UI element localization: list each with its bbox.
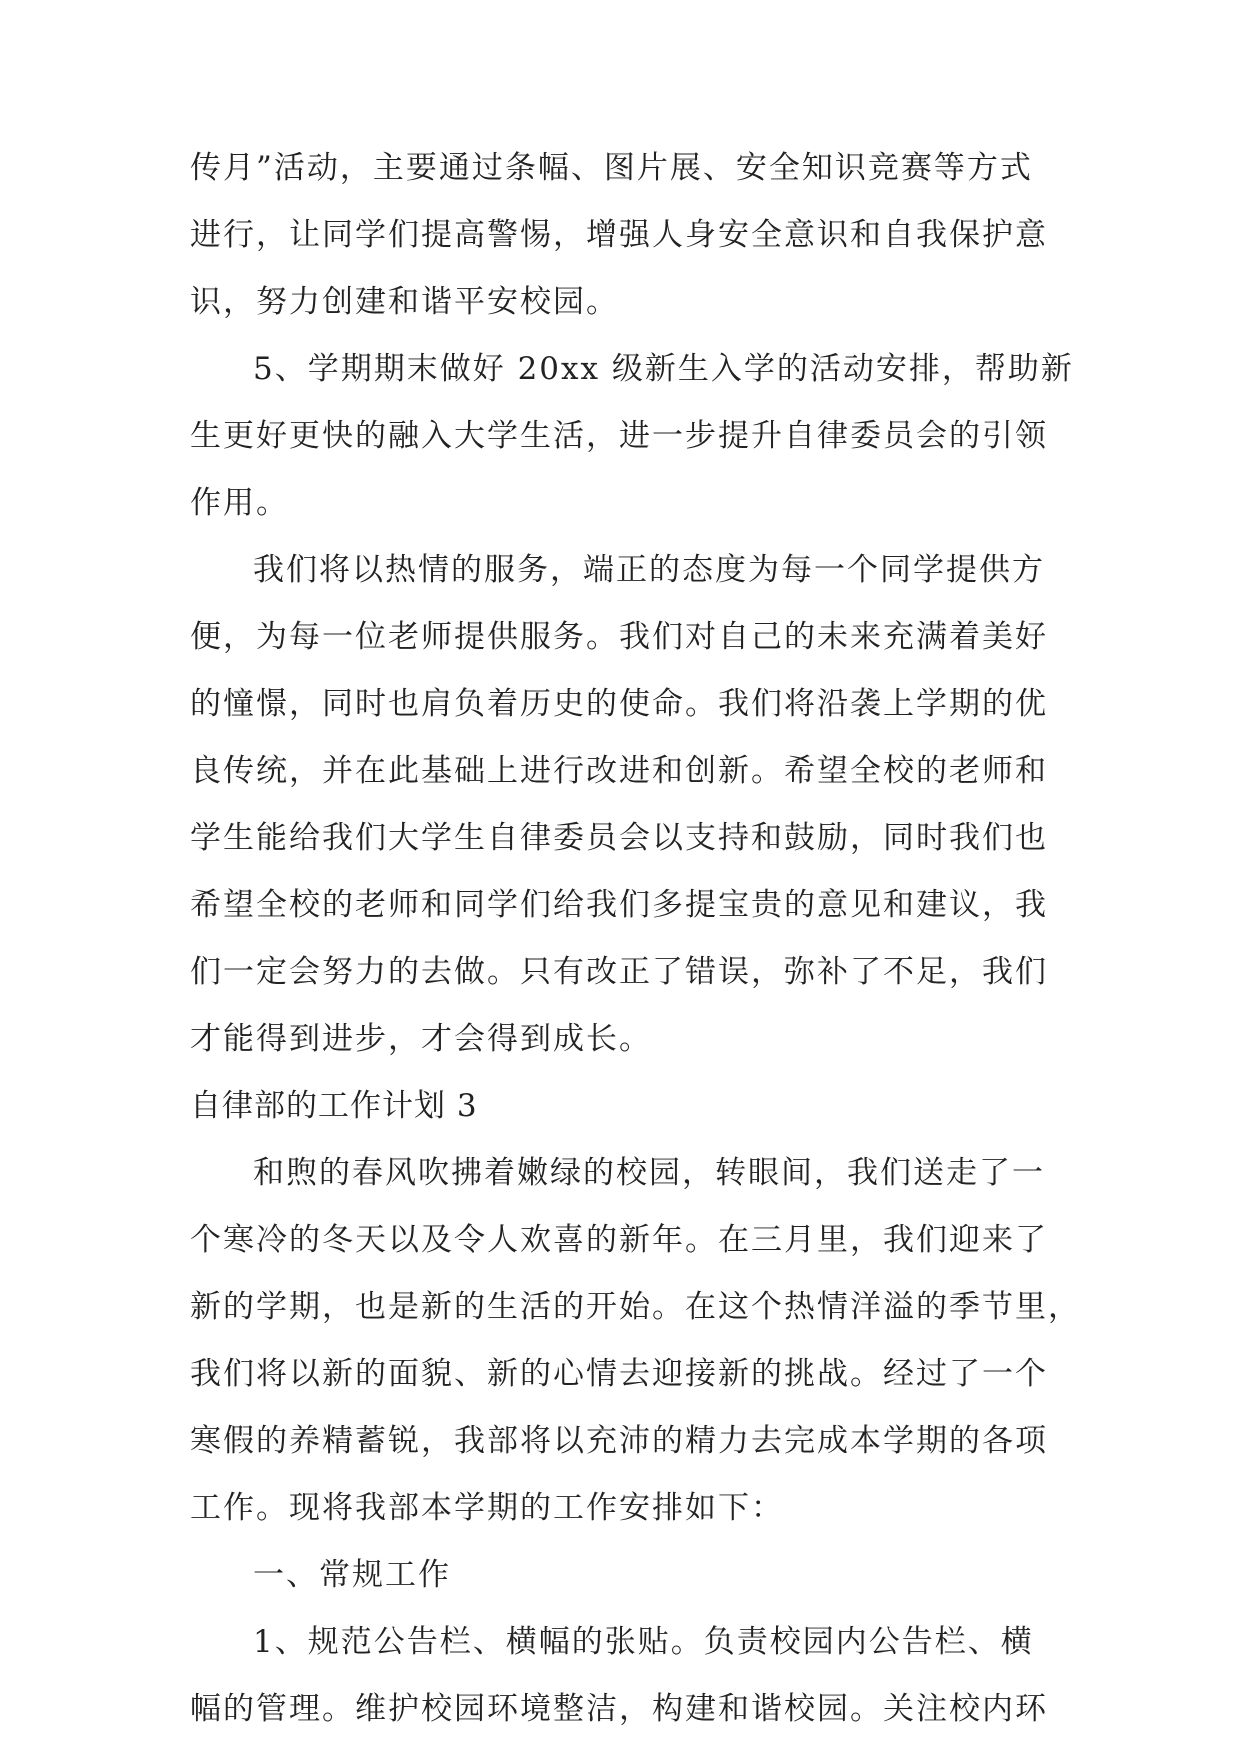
text-line: 希望全校的老师和同学们给我们多提宝贵的意见和建议，我 [190, 887, 1048, 923]
text-line: 我们将以热情的服务，端正的态度为每一个同学提供方 [253, 552, 1045, 588]
text-line: 新的学期，也是新的生活的开始。在这个热情洋溢的季节里， [190, 1289, 1081, 1325]
section-heading: 自律部的工作计划 3 [190, 1088, 478, 1124]
text-line: 进行，让同学们提高警惕，增强人身安全意识和自我保护意 [190, 217, 1048, 253]
text-line: 作用。 [190, 485, 289, 521]
text-line: 1、规范公告栏、横幅的张贴。负责校园内公告栏、横 [253, 1624, 1034, 1660]
text-line: 才能得到进步，才会得到成长。 [190, 1021, 652, 1057]
text-line: 幅的管理。维护校园环境整洁，构建和谐校园。关注校内环 [190, 1691, 1048, 1727]
text-line: 工作。现将我部本学期的工作安排如下： [190, 1490, 784, 1526]
text-line: 识，努力创建和谐平安校园。 [190, 284, 619, 320]
text-line: 学生能给我们大学生自律委员会以支持和鼓励，同时我们也 [190, 820, 1048, 856]
text-line: 生更好更快的融入大学生活，进一步提升自律委员会的引领 [190, 418, 1048, 454]
subheading: 一、常规工作 [253, 1557, 451, 1593]
text-line: 个寒冷的冬天以及令人欢喜的新年。在三月里，我们迎来了 [190, 1222, 1048, 1258]
text-line: 我们将以新的面貌、新的心情去迎接新的挑战。经过了一个 [190, 1356, 1048, 1392]
text-line: 传月”活动，主要通过条幅、图片展、安全知识竞赛等方式 [190, 150, 1033, 186]
text-line: 的憧憬，同时也肩负着历史的使命。我们将沿袭上学期的优 [190, 686, 1048, 722]
text-line: 5、学期期末做好 20xx 级新生入学的活动安排，帮助新 [253, 351, 1074, 387]
text-line: 寒假的养精蓄锐，我部将以充沛的精力去完成本学期的各项 [190, 1423, 1048, 1459]
text-line: 们一定会努力的去做。只有改正了错误，弥补了不足，我们 [190, 954, 1048, 990]
text-line: 良传统，并在此基础上进行改进和创新。希望全校的老师和 [190, 753, 1048, 789]
text-line: 和煦的春风吹拂着嫩绿的校园，转眼间，我们送走了一 [253, 1155, 1045, 1191]
text-line: 便，为每一位老师提供服务。我们对自己的未来充满着美好 [190, 619, 1048, 655]
